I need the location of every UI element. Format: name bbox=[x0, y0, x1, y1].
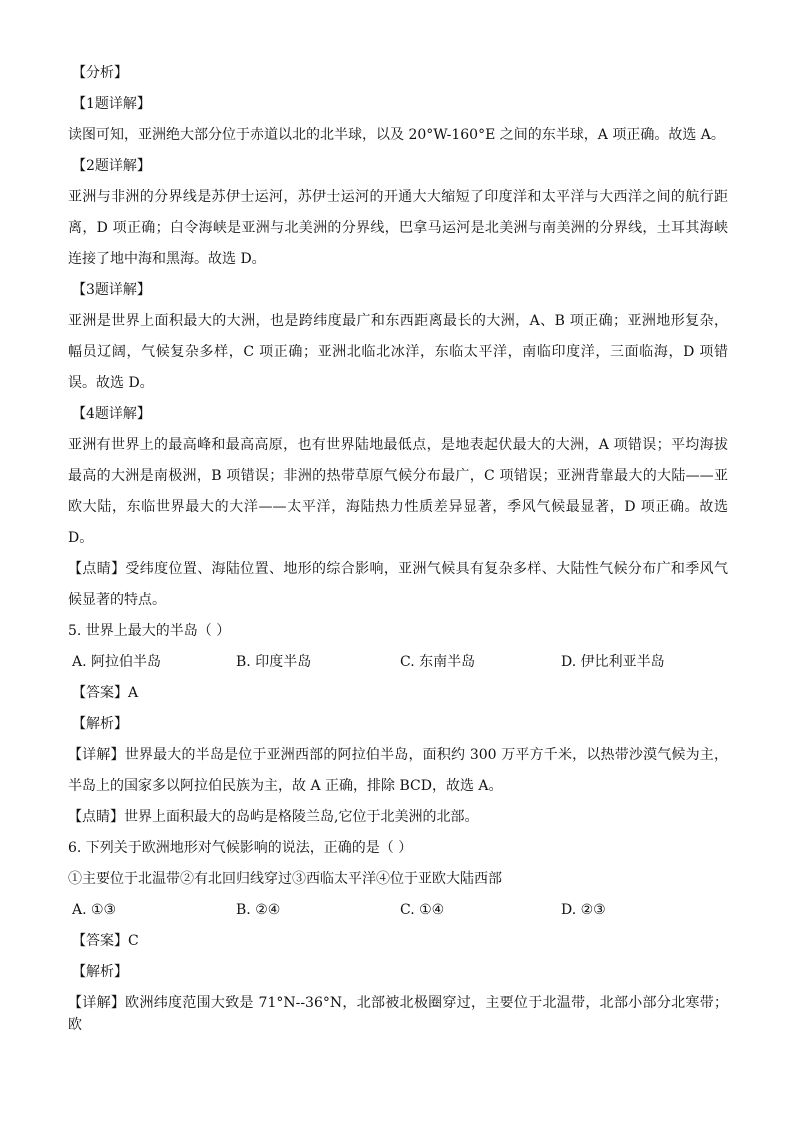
q6-option-c: C. ①④ bbox=[400, 902, 445, 918]
q3-detail-line: 误。故选 D。 bbox=[68, 375, 154, 391]
q5-option-c: C. 东南半岛 bbox=[400, 654, 476, 670]
q4-detail-line: 亚洲有世界上的最高峰和最高高原，也有世界陆地最低点，是地表起伏最大的大洲，A 项错误；平均海拔 bbox=[68, 437, 728, 453]
q3-detail-line: 亚洲是世界上面积最大的大洲，也是跨纬度最广和东西距离最长的大洲，A、B 项正确；亚洲地形复杂， bbox=[68, 313, 728, 329]
q5-answer: 【答案】A bbox=[72, 685, 139, 701]
document-content bbox=[68, 62, 728, 1033]
q5-option-a: A. 阿拉伯半岛 bbox=[72, 654, 162, 670]
q5-detail-line: 半岛上的国家多以阿拉伯民族为主，故 A 正确，排除 BCD，故选 A。 bbox=[68, 778, 503, 794]
q1-detail-heading: 【1题详解】 bbox=[72, 96, 151, 112]
q6-statements: ①主要位于北温带②有北回归线穿过③西临太平洋④位于亚欧大陆西部 bbox=[68, 871, 502, 887]
q6-options bbox=[68, 899, 728, 921]
key-point-line: 候显著的特点。 bbox=[68, 592, 166, 608]
q6-detail-line: 【详解】欧洲纬度范围大致是 71°N--36°N，北部被北极圈穿过，主要位于北温带，北部小部分北寒带；欧 bbox=[68, 995, 728, 1033]
q1-detail-text: 读图可知，亚洲绝大部分位于赤道以北的北半球，以及 20°W-160°E 之间的东半球，A 项正确。故选 A。 bbox=[68, 127, 725, 143]
q2-detail-line: 离，D 项正确；白令海峡是亚洲与北美洲的分界线，巴拿马运河是北美洲与南美洲的分界线，土耳其海峡 bbox=[68, 220, 728, 236]
q5-key-point: 【点睛】世界上面积最大的岛屿是格陵兰岛,它位于北美洲的北部。 bbox=[68, 809, 479, 825]
q2-detail-heading: 【2题详解】 bbox=[72, 158, 151, 174]
q5-detail-line: 【详解】世界最大的半岛是位于亚洲西部的阿拉伯半岛，面积约 300 万平方千米，以热带沙漠气候为主， bbox=[68, 747, 728, 763]
q3-detail-heading: 【3题详解】 bbox=[72, 282, 151, 298]
q4-detail-line: D。 bbox=[68, 530, 94, 546]
q6-option-b: B. ②④ bbox=[236, 902, 281, 918]
analysis-heading: 【分析】 bbox=[72, 65, 128, 81]
q4-detail-line: 最高的大洲是南极洲，B 项错误；非洲的热带草原气候分布最广，C 项错误；亚洲背靠最大的大陆——亚 bbox=[68, 468, 728, 484]
q6-option-d: D. ②③ bbox=[561, 902, 606, 918]
q3-detail-line: 幅员辽阔，气候复杂多样，C 项正确；亚洲北临北冰洋，东临太平洋，南临印度洋，三面临海，D 项错 bbox=[68, 344, 728, 360]
q5-option-d: D. 伊比利亚半岛 bbox=[561, 654, 665, 670]
q6-option-a: A. ①③ bbox=[72, 902, 117, 918]
q5-analysis-heading: 【解析】 bbox=[72, 716, 128, 732]
q5-options bbox=[68, 651, 728, 673]
q6-question: 6. 下列关于欧洲地形对气候影响的说法，正确的是（ ） bbox=[68, 840, 413, 856]
q5-question: 5. 世界上最大的半岛（ ） bbox=[68, 623, 231, 639]
q4-detail-heading: 【4题详解】 bbox=[72, 406, 151, 422]
q2-detail-line: 亚洲与非洲的分界线是苏伊士运河，苏伊士运河的开通大大缩短了印度洋和太平洋与大西洋之间的航行距 bbox=[68, 189, 728, 205]
q6-answer: 【答案】C bbox=[72, 933, 139, 949]
q4-detail-line: 欧大陆，东临世界最大的大洋——太平洋，海陆热力性质差异显著，季风气候最显著，D 项正确。故选 bbox=[68, 499, 728, 515]
q6-analysis-heading: 【解析】 bbox=[72, 964, 128, 980]
q5-option-b: B. 印度半岛 bbox=[236, 654, 312, 670]
q2-detail-line: 连接了地中海和黑海。故选 D。 bbox=[68, 251, 266, 267]
key-point-line: 【点睛】受纬度位置、海陆位置、地形的综合影响，亚洲气候具有复杂多样、大陆性气候分布广和季风气 bbox=[68, 561, 728, 577]
